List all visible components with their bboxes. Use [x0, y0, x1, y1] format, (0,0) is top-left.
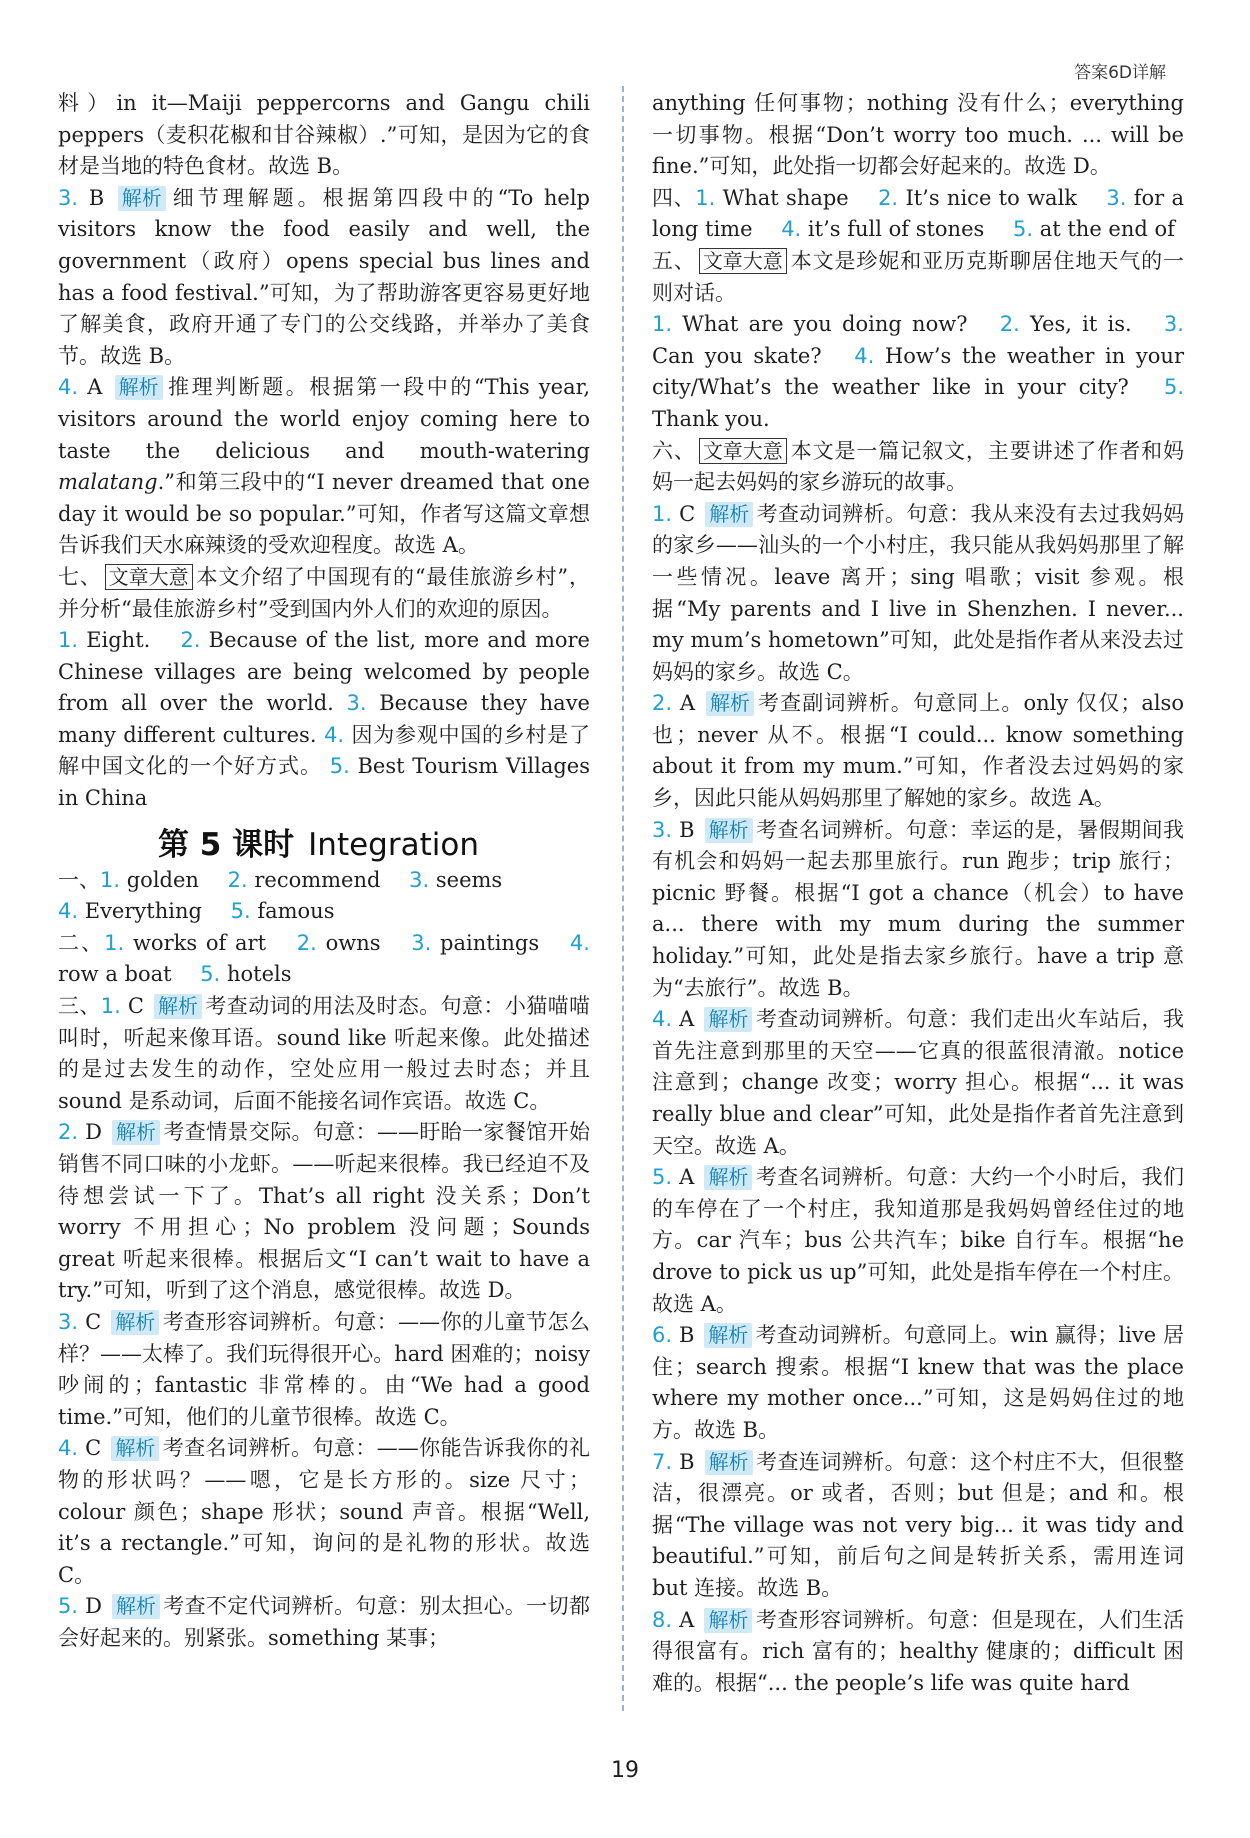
answer-list: 四、1. What shape 2. It’s nice to walk 3. for a long time 4. it’s full of stones 5. at the end of	[652, 185, 1185, 242]
analysis-tag: 解析	[111, 1436, 159, 1461]
analysis-tag: 解析	[704, 1007, 752, 1032]
page-number: 19	[611, 1758, 639, 1783]
answer-item: 4. C 解析 考查名词辨析。句意：——你能告诉我你的礼物的形状吗？——嗯，它是长方形的。size 尺寸；colour 颜色；shape 形状；sound 声音。根据“Well, it’s a rectangle.”可知，询问的是礼物的形状。故选 C。	[58, 1436, 591, 1587]
answer-item: 3. B 解析 细节理解题。根据第四段中的“To help visitors know the food easily and well, the government（政府）opens special bus lines and has a food festival.”可知，为了帮助游客更容易更好地了解美食，政府开通了专门的公交线路，并举办了美食节。故选 B。	[58, 185, 590, 368]
answer-item: 6. B 解析 考查动词辨析。句意同上。win 赢得；live 居住；search 搜索。根据“I knew that was the place where my mother once...”可知，这是妈妈住过的地方。故选 B。	[652, 1323, 1184, 1442]
answer-item: 4. A 解析 考查动词辨析。句意：我们走出火车站后，我首先注意到那里的天空——它真的很蓝很清澈。notice 注意到；change 改变；worry 担心。根据“... it was really blue and clear”可知，此处是指作者首先注意到天空。故选 A。	[652, 1007, 1184, 1158]
answer-item: 7. B 解析 考查连词辨析。句意：这个村庄不大，但很整洁，很漂亮。or 或者，否则；but 但是；and 和。根据“The village was not very big... it was tidy and beautiful.”可知，前后句之间是转折关系，需用连词 but 连接。故选 B。	[652, 1449, 1184, 1600]
answer-list: 一、1. golden 2. recommend 3. seems 4. Everything 5. famous	[58, 867, 503, 924]
answer-item: 5. D 解析 考查不定代词辨析。句意：别太担心。一切都会好起来的。别紧张。something 某事；	[58, 1594, 590, 1650]
page-header: 答案6D详解	[1074, 63, 1166, 83]
analysis-tag: 解析	[112, 1120, 160, 1145]
analysis-tag: 解析	[115, 375, 163, 400]
analysis-tag: 解析	[704, 1608, 752, 1633]
paragraph: 料）in it—Maiji peppercorns and Gangu chili peppers（麦积花椒和甘谷辣椒）.”可知，是因为它的食材是当地的特色食材。故选 B。	[58, 91, 590, 179]
analysis-tag: 解析	[111, 1310, 159, 1335]
summary-tag: 文章大意	[699, 248, 787, 274]
summary-tag: 文章大意	[105, 564, 193, 590]
answer-item: 3. C 解析 考查形容词辨析。句意：——你的儿童节怎么样？——太棒了。我们玩得很开心。hard 困难的；noisy 吵闹的；fantastic 非常棒的。由“We had a good time.”可知，他们的儿童节很棒。故选 C。	[58, 1309, 591, 1429]
section-heading: 六、 文章大意 本文是一篇记叙文，主要讲述了作者和妈妈一起去妈妈的家乡游玩的故事。	[652, 438, 1185, 495]
analysis-tag: 解析	[704, 1323, 752, 1348]
analysis-tag: 解析	[705, 1450, 753, 1475]
paragraph: anything 任何事物；nothing 没有什么；everything 一切事物。根据“Don’t worry too much. ... will be fine.”可知，此处指一切都会好起来的。故选 D。	[652, 91, 1184, 179]
right-column	[652, 88, 1184, 1699]
analysis-tag: 解析	[705, 502, 753, 527]
answer-item: 5. A 解析 考查名词辨析。句意：大约一个小时后，我们的车停在了一个村庄，我知道那是我妈妈曾经住过的地方。car 汽车；bus 公共汽车；bike 自行车。根据“he drove to pick us up”可知，此处是指车停在一个村庄。故选 A。	[652, 1165, 1184, 1316]
section-heading: 七、 文章大意 本文介绍了中国现有的“最佳旅游乡村”，并分析“最佳旅游乡村”受到国内外人们的欢迎的原因。	[58, 564, 590, 621]
answer-item: 3. B 解析 考查名词辨析。句意：幸运的是，暑假期间我有机会和妈妈一起去那里旅行。run 跑步；trip 旅行；picnic 野餐。根据“I got a chance（机会）to have a... there with my mum during the summer holiday.”可知，此处是指去家乡旅行。have a trip 意为“去旅行”。故选 B。	[652, 817, 1184, 1000]
answer-list: 1. Eight. 2. Because of the list, more and more Chinese villages are being welcomed by people from all over the world. 3. Because they have many different cultures. 4. 因为参观中国的乡村是了解中国文化的一个好方式。 5. Best Tourism Villages in China	[58, 628, 591, 811]
section-heading: 五、 文章大意 本文是珍妮和亚历克斯聊居住地天气的一则对话。	[652, 248, 1185, 305]
answer-list: 二、1. works of art 2. owns 3. paintings 4. row a boat 5. hotels	[58, 930, 590, 987]
left-column	[58, 88, 590, 1655]
analysis-tag: 解析	[154, 994, 202, 1019]
answer-item: 8. A 解析 考查形容词辨析。句意：但是现在，人们生活得很富有。rich 富有的；healthy 健康的；difficult 困难的。根据“... the people’s life was quite hard	[652, 1607, 1184, 1695]
column-divider	[622, 86, 624, 1711]
analysis-tag: 解析	[706, 691, 754, 716]
analysis-tag: 解析	[705, 818, 753, 843]
answer-item: 三、1. C 解析 考查动词的用法及时态。句意：小猫喵喵叫时，听起来像耳语。sound like 听起来像。此处描述的是过去发生的动作，空处应用一般过去时态；并且 sound 是系动词，后面不能接名词作宾语。故选 C。	[58, 994, 590, 1113]
analysis-tag: 解析	[112, 1594, 160, 1619]
analysis-tag: 解析	[704, 1165, 752, 1190]
lesson-title: 第 5 课时 Integration	[158, 826, 479, 863]
summary-tag: 文章大意	[699, 438, 787, 464]
answer-item: 2. D 解析 考查情景交际。句意：——盱眙一家餐馆开始销售不同口味的小龙虾。——听起来很棒。我已经迫不及待想尝试一下了。That’s all right 没关系；Don’t worry 不用担心；No problem 没问题；Sounds great 听起来很棒。根据后文“I can’t wait to have a try.”可知，听到了这个消息，感觉很棒。故选 D。	[58, 1120, 590, 1303]
analysis-tag: 解析	[118, 186, 166, 211]
answer-item: 4. A 解析 推理判断题。根据第一段中的“This year, visitors around the world enjoy coming here to taste the delicious and mouth-watering malatang.”和第三段中的“I never dreamed that one day it would be so popular.”可知，作者写这篇文章想告诉我们天水麻辣烫的受欢迎程度。故选 A。	[58, 375, 590, 558]
answer-item: 2. A 解析 考查副词辨析。句意同上。only 仅仅；also 也；never 从不。根据“I could... know something about it from my mum.”可知，作者没去过妈妈的家乡，因此只能从妈妈那里了解她的家乡。故选 A。	[652, 691, 1184, 811]
answer-item: 1. C 解析 考查动词辨析。句意：我从来没有去过我妈妈的家乡——汕头的一个小村庄，我只能从我妈妈那里了解一些情况。leave 离开；sing 唱歌；visit 参观。根据“My parents and I live in Shenzhen. I never... my mum’s hometown”可知，此处是指作者从来没去过妈妈的家乡。故选 C。	[652, 501, 1184, 684]
answer-list: 1. What are you doing now? 2. Yes, it is. 3. Can you skate? 4. How’s the weather in your city/What’s the weather like in your city? 5. Thank you.	[652, 312, 1185, 431]
